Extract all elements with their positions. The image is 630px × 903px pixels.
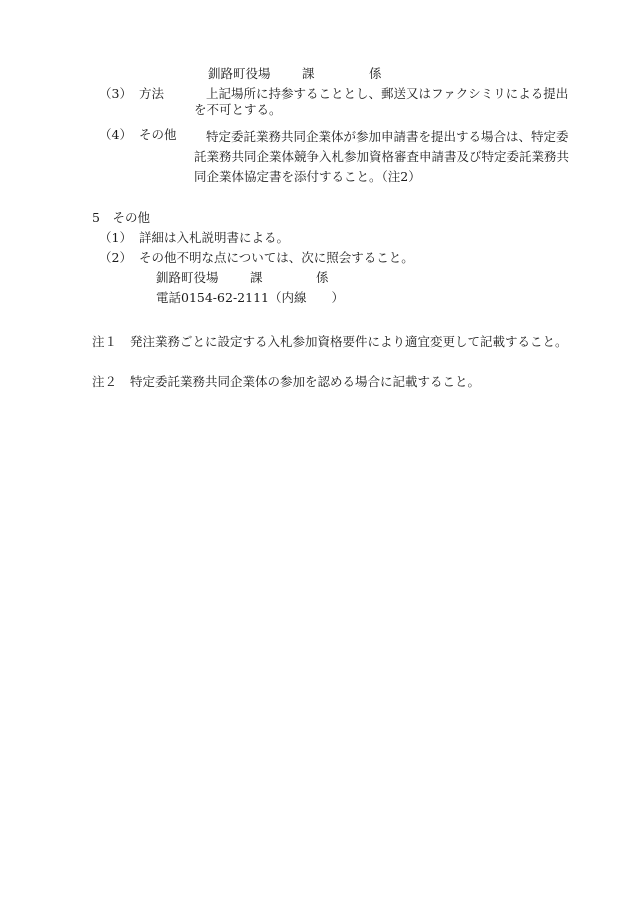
item4-number: （4）	[99, 127, 132, 142]
item3-number: （3）	[99, 86, 132, 101]
section5-item1-number: （1）	[99, 230, 132, 245]
item3-text: 上記場所に持参することとし、郵送又はファクシミリによる提出を不可とする。	[194, 86, 569, 117]
note1-text: 発注業務ごとに設定する入札参加資格要件により適宜変更して記載すること。	[130, 334, 568, 349]
note2-label: 注２	[92, 374, 118, 389]
item4-label: その他	[139, 127, 177, 142]
section5-heading: 5 その他	[92, 210, 150, 225]
section5-item2-text: その他不明な点については、次に照会すること。	[139, 250, 414, 265]
section5-contact-phone: 電話0154-62-2111（内線 ）	[156, 290, 344, 305]
contact-kakari: 係	[369, 66, 382, 81]
section5-item2-number: （2）	[99, 250, 132, 265]
note1-label: 注１	[92, 334, 118, 349]
section5-item1-text: 詳細は入札説明書による。	[139, 230, 290, 245]
section5-contact-office: 釧路町役場	[156, 270, 219, 285]
item4-text: 特定委託業務共同企業体が参加申請書を提出する場合は、特定委託業務共同企業体競争入札参加資格審査申請書及び特定委託業務共同企業体協定書を添付すること。（注2）	[194, 129, 570, 184]
section5-contact-ka: 課	[250, 270, 263, 285]
note2-text: 特定委託業務共同企業体の参加を認める場合に記載すること。	[130, 374, 481, 389]
item3-label: 方法	[139, 86, 165, 101]
contact-ka: 課	[302, 66, 315, 81]
contact-office: 釧路町役場	[208, 66, 271, 81]
section5-contact-kakari: 係	[316, 270, 329, 285]
